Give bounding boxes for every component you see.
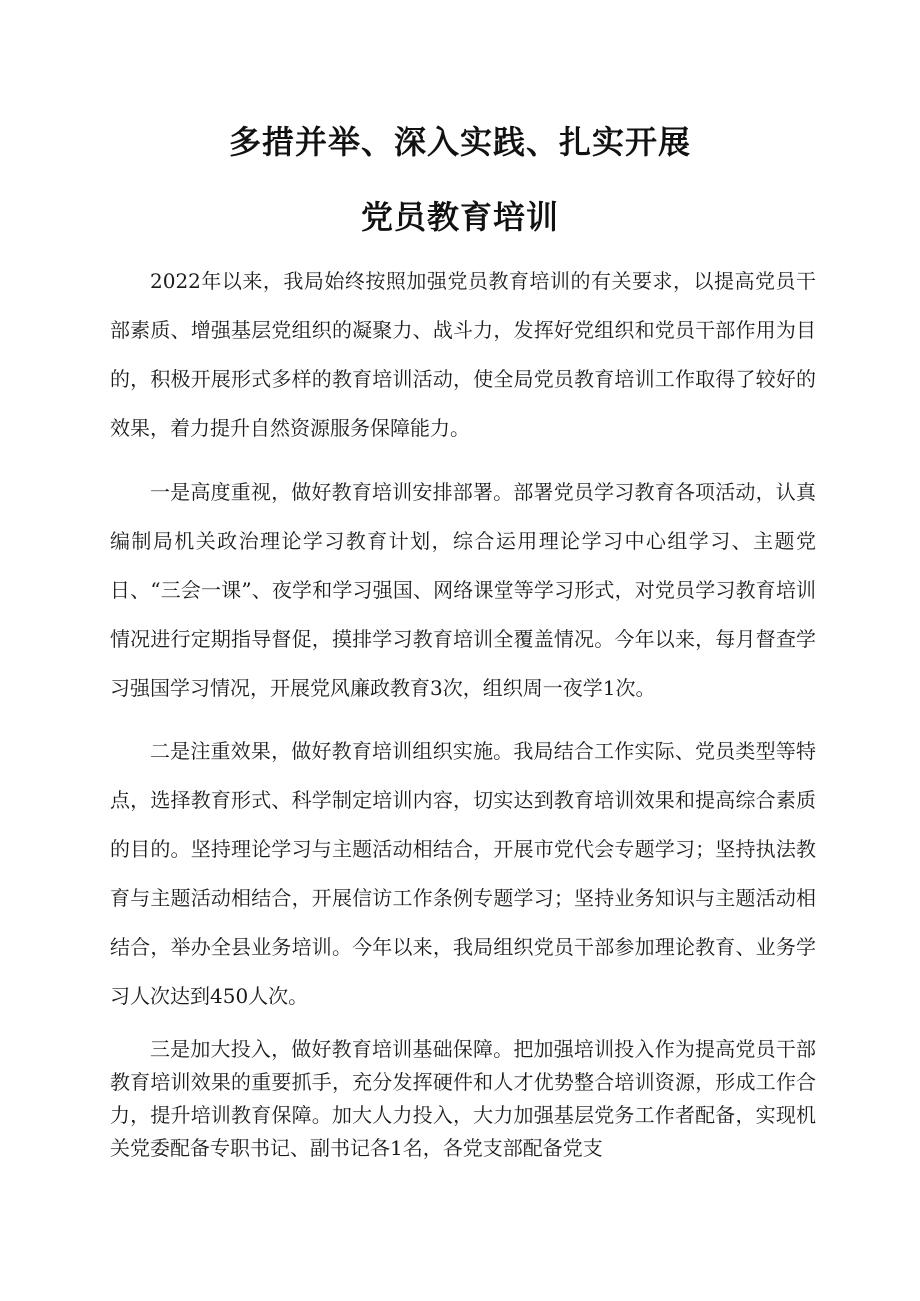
document-title-line-2: 党员教育培训 (360, 198, 559, 236)
paragraph-point-two: 二是注重效果，做好教育培训组织实施。我局结合工作实际、党员类型等特点，选择教育形式、科学制定培训内容，切实达到教育培训效果和提高综合素质的目的。坚持理论学习与主题活动相结合，开展市党代会专题学习；坚持执法教育与主题活动相结合，开展信访工作条例专题学习；坚持业务知识与主题活动相结合，举办全县业务培训。今年以来，我局组织党员干部参加理论教育、业务学习人次达到450人次。 (110, 739, 816, 1008)
paragraph-point-one: 一是高度重视，做好教育培训安排部署。部署党员学习教育各项活动，认真编制局机关政治理论学习教育计划，综合运用理论学习中心组学习、主题党日、“三会一课”、夜学和学习强国、网络课堂等学习形式，对党员学习教育培训情况进行定期指导督促，摸排学习教育培训全覆盖情况。今年以来，每月督查学习强国学习情况，开展党风廉政教育3次，组织周一夜学1次。 (110, 480, 816, 700)
paragraph-point-three: 三是加大投入，做好教育培训基础保障。把加强培训投入作为提高党员干部教育培训效果的重要抓手，充分发挥硬件和人才优势整合培训资源，形成工作合力，提升培训教育保障。加大人力投入，大力加强基层党务工作者配备，实现机关党委配备专职书记、副书记各1名，各党支部配备党支 (110, 1037, 816, 1160)
paragraph-intro: 2022年以来，我局始终按照加强党员教育培训的有关要求，以提高党员干部素质、增强基层党组织的凝聚力、战斗力，发挥好党组织和党员干部作用为目的，积极开展形式多样的教育培训活动，使全局党员教育培训工作取得了较好的效果，着力提升自然资源服务保障能力。 (110, 269, 816, 440)
document-title-line-1: 多措并举、深入实践、扎实开展 (228, 123, 691, 161)
document-body-continued (110, 1033, 816, 1165)
document-body (110, 257, 816, 1021)
